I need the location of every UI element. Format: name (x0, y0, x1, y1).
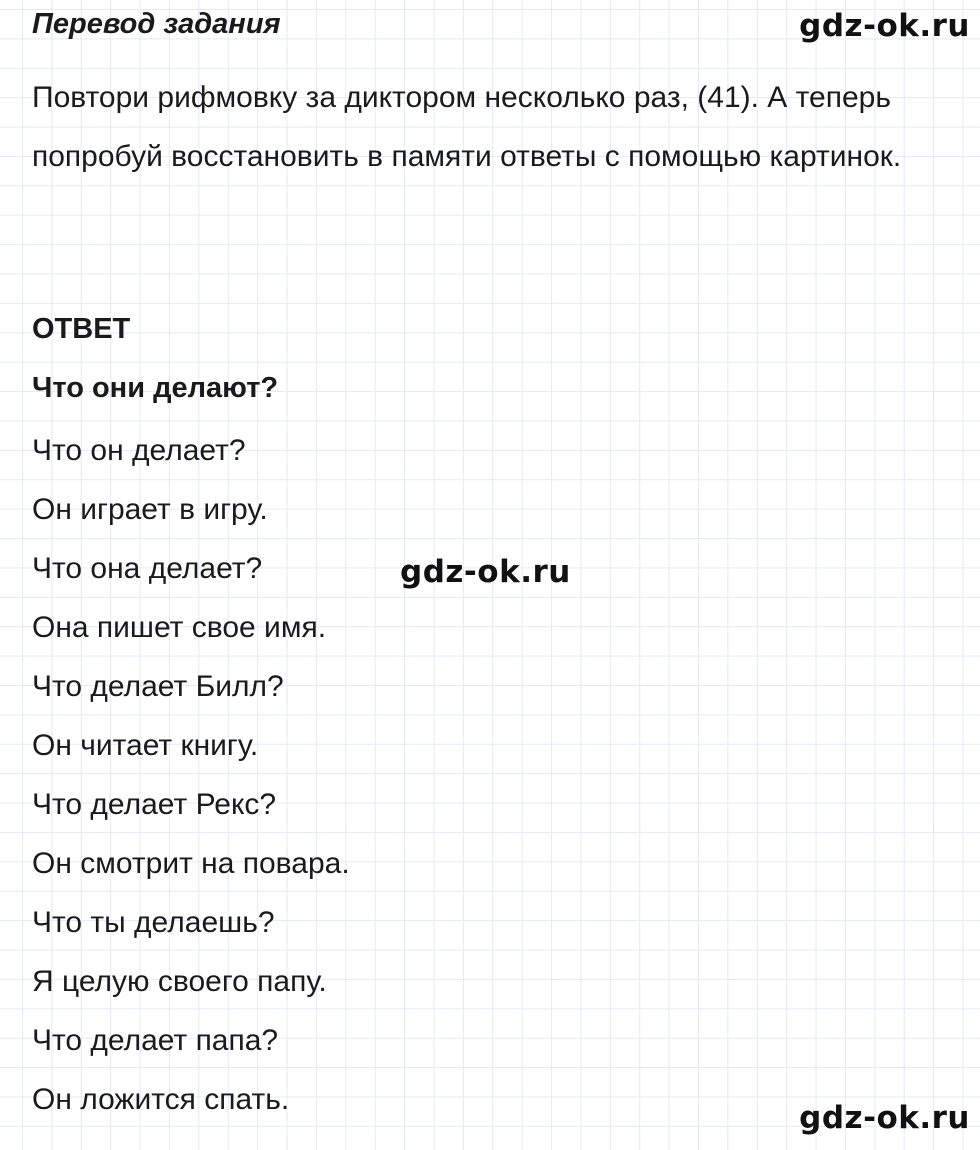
answer-line: Что он делает? (32, 434, 246, 467)
answer-line: Он играет в игру. (32, 493, 268, 526)
answer-line: Что делает Билл? (32, 670, 284, 703)
answer-title: Что они делают? (32, 372, 279, 404)
answer-line: Он ложится спать. (32, 1083, 290, 1116)
watermark-bottom: gdz-ok.ru (799, 1100, 970, 1136)
answer-line: Я целую своего папу. (32, 965, 327, 998)
answer-line: Что ты делаешь? (32, 906, 275, 939)
answer-line: Что делает Рекс? (32, 788, 277, 821)
task-text: Повтори рифмовку за диктором несколько раз, (41). А теперь попробуй восстановить в памяти ответы с помощью картинок. (32, 81, 902, 173)
watermark-middle: gdz-ok.ru (400, 554, 571, 590)
answer-line: Что делает папа? (32, 1024, 279, 1057)
answer-line: Он читает книгу. (32, 729, 259, 762)
watermark-top: gdz-ok.ru (799, 8, 970, 44)
answer-line: Что она делает? (32, 552, 263, 585)
answer-line: Она пишет свое имя. (32, 611, 327, 644)
answer-lines (32, 428, 350, 1136)
answer-line: Он смотрит на повара. (32, 847, 350, 880)
translation-heading: Перевод задания (32, 8, 281, 40)
answer-label: ОТВЕТ (32, 313, 131, 345)
